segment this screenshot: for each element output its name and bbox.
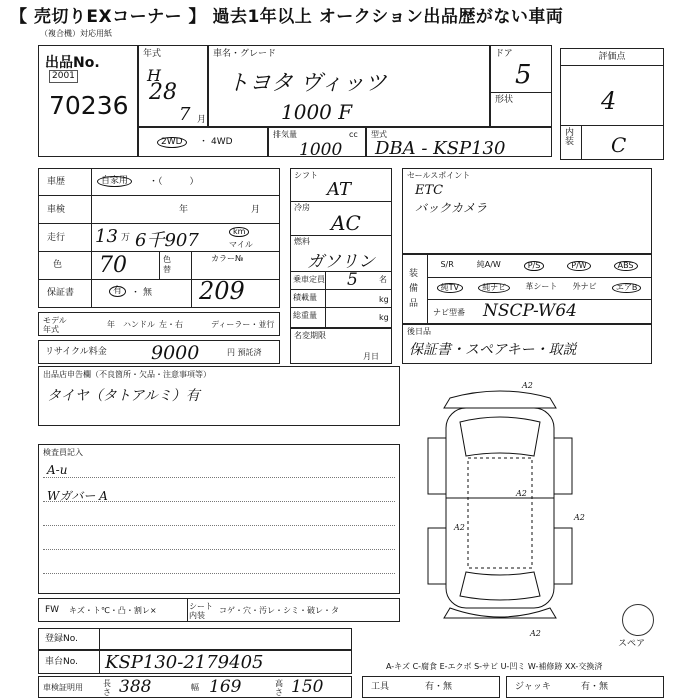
length-label: 長さ — [103, 679, 111, 697]
handle-opts: 左・右 — [159, 320, 183, 329]
condition-items2: コゲ・穴・汚レ・シミ・破レ・タ — [219, 606, 339, 615]
after-items-label: 後日品 — [407, 327, 431, 336]
load-label: 積載量 — [293, 293, 317, 302]
certificate-label: 車検証明用 — [43, 683, 83, 692]
weight-label: 総重量 — [293, 311, 317, 320]
history-label: 車歴 — [47, 177, 66, 187]
lot-label: 出品No. — [45, 55, 100, 71]
displacement-label: 排気量 — [273, 130, 297, 139]
color-change: 色替 — [163, 255, 171, 274]
registration-label: 登録No. — [45, 634, 78, 644]
inspection-month-unit: 月 — [251, 205, 261, 215]
sales-points-label: セールスポイント — [407, 171, 471, 180]
door-box — [490, 45, 552, 127]
history-value: 自家用 — [97, 176, 132, 187]
condition-fw: FW — [45, 605, 60, 615]
equipment-row-2 — [429, 283, 649, 293]
equipment-label: 装備品 — [409, 269, 419, 309]
spare-tire-icon — [622, 604, 654, 636]
handle-label: ハンドル — [123, 320, 155, 329]
type-value: DBA - KSP130 — [375, 138, 506, 159]
displacement-unit: cc — [349, 130, 358, 139]
inspector-box — [38, 444, 400, 594]
tools-box — [362, 676, 500, 698]
color-value: 70 — [99, 253, 127, 278]
year-value: 28 — [149, 80, 177, 105]
history-paren: ・（ ） — [149, 177, 199, 187]
after-items-box — [402, 324, 652, 364]
interior-value: C — [611, 133, 627, 157]
mileage-man: 13 — [95, 226, 118, 247]
damage-mark-right: A2 — [574, 513, 585, 522]
tools-label: 工具 — [371, 682, 390, 692]
jack-box — [506, 676, 664, 698]
tools-opts: 有・無 — [425, 682, 453, 692]
mileage-label: 走行 — [47, 233, 66, 243]
model-year-unit: 年 — [107, 320, 115, 329]
type-label: 型式 — [371, 130, 387, 139]
height-label: 高さ — [275, 679, 283, 697]
year-label: 年式 — [143, 49, 162, 59]
year-era: H — [147, 66, 161, 85]
capacity-unit: 名 — [379, 275, 387, 284]
after-items-value: 保証書・スペアキー・取説 — [409, 342, 577, 358]
sheet-subheader: （複合機）対応用紙 — [40, 29, 112, 38]
ac-value: AC — [331, 211, 361, 235]
mileage-rest: 6千907 — [135, 230, 199, 251]
month-value: 7 — [179, 104, 191, 125]
warranty-label: 保証書 — [47, 288, 75, 298]
capacity-value: 5 — [347, 270, 358, 290]
color-no-label: カラー№ — [211, 254, 244, 263]
inspector-label: 検査員記入 — [43, 448, 83, 457]
equipment-box — [402, 254, 652, 324]
equip-tv: 純TV — [437, 283, 463, 293]
equip-navi: 純ナビ — [478, 283, 510, 293]
damage-mark-rear: A2 — [530, 629, 541, 638]
score-value: 4 — [601, 87, 617, 115]
length-value: 388 — [119, 677, 152, 697]
model-year-label: モデル年式 — [43, 316, 67, 334]
height-value: 150 — [291, 677, 324, 697]
fuel-value: ガソリン — [307, 252, 375, 272]
mileage-unit: km — [229, 227, 249, 237]
model-label: 車名・グレード — [213, 49, 277, 59]
equip-abs: ABS — [614, 261, 638, 271]
history-block — [38, 168, 280, 308]
sales-point-1: ETC — [415, 183, 444, 198]
recycle-unit: 円 預託済 — [227, 348, 262, 357]
model-year-row — [38, 312, 280, 336]
type-box — [366, 127, 552, 157]
seller-notes-box — [38, 366, 400, 426]
color-no-value: 209 — [199, 277, 245, 305]
nav-model-label: ナビ型番 — [433, 308, 465, 317]
equipment-row-1 — [429, 261, 649, 271]
inspector-line-2: Wガバー A — [47, 489, 108, 503]
name-change-box — [290, 328, 392, 364]
lot-box — [38, 45, 138, 157]
displacement-box — [268, 127, 366, 160]
shift-value: AT — [327, 179, 352, 200]
doors-value: 5 — [515, 60, 532, 90]
year-box — [138, 45, 208, 127]
chassis-label: 車台No. — [45, 657, 78, 667]
load-unit: kg — [379, 295, 389, 304]
drive-2wd: 2WD — [157, 137, 187, 148]
damage-mark-left: A2 — [454, 523, 465, 532]
condition-row — [38, 598, 400, 622]
mid-block — [290, 168, 392, 328]
equip-aw: 純A/W — [476, 260, 501, 269]
sales-point-2: バックカメラ — [415, 201, 488, 215]
model-box — [208, 45, 490, 127]
doors-label: ドア — [495, 49, 513, 59]
warranty-no: 無 — [143, 288, 153, 298]
recycle-label: リサイクル料金 — [45, 347, 107, 357]
damage-mark-roof: A2 — [516, 489, 527, 498]
condition-seat: シート内装 — [189, 602, 213, 620]
equip-ext-navi: 外ナビ — [572, 282, 597, 291]
registration-row — [38, 628, 352, 650]
inspection-year-unit: 年 — [179, 205, 189, 215]
drive-4wd: 4WD — [211, 137, 233, 147]
shift-label: シフト — [294, 171, 318, 180]
certificate-row — [38, 676, 352, 698]
nav-model-value: NSCP-W64 — [483, 301, 577, 321]
score-box — [560, 48, 664, 160]
warranty-yes: 有 — [109, 286, 126, 297]
capacity-label: 乗車定員 — [293, 275, 325, 284]
jack-opts: 有・無 — [581, 682, 609, 692]
inspector-line-1: A-u — [47, 463, 68, 477]
chassis-value: KSP130-2179405 — [105, 652, 264, 673]
change-label: 名変期限 — [294, 331, 326, 340]
warranty-sep: ・ — [131, 288, 141, 298]
width-value: 169 — [209, 677, 242, 697]
jack-label: ジャッキ — [515, 682, 551, 692]
car-damage-diagram — [410, 378, 590, 640]
chassis-row — [38, 650, 352, 674]
score-label: 評価点 — [598, 52, 626, 62]
fuel-label: 燃料 — [294, 237, 310, 246]
displacement-value: 1000 — [299, 140, 343, 160]
inspection-label: 車検 — [47, 205, 66, 215]
equip-airbag: エアB — [612, 283, 642, 293]
drive-sep: ・ — [199, 137, 209, 147]
shape-label: 形状 — [495, 95, 514, 105]
width-label: 幅 — [191, 683, 199, 692]
ac-label: 冷房 — [294, 203, 310, 212]
sheet-title: 【 売切りEXコーナー 】 過去1年以上 オークション出品歴がない車両 — [10, 7, 564, 27]
weight-unit: kg — [379, 313, 389, 322]
damage-mark-front: A2 — [522, 381, 533, 390]
month-unit: 月 — [197, 115, 207, 125]
condition-items: キズ・ト℃・凸・割レ× — [69, 606, 157, 615]
recycle-row — [38, 340, 280, 364]
recycle-value: 9000 — [151, 342, 200, 364]
model-grade: 1000 F — [281, 100, 353, 124]
dealer-label: ディーラー・並行 — [211, 320, 275, 329]
damage-legend: A-キズ C-腐食 E-エクボ S-サビ U-凹ミ W-補修跡 XX-交換済 — [386, 662, 603, 671]
equip-pw: P/W — [567, 261, 590, 271]
mileage-alt: マイル — [229, 240, 253, 249]
lot-number: 70236 — [49, 91, 129, 120]
equip-sr: S/R — [440, 260, 454, 269]
seller-notes-label: 出品店申告欄（不良箇所・欠品・注意事項等） — [43, 370, 211, 379]
seller-notes-value: タイヤ（タトアルミ）有 — [47, 388, 200, 404]
interior-label: 内装 — [565, 128, 575, 147]
lot-sub: 2001 — [49, 70, 78, 83]
spare-label: スペア — [618, 639, 646, 649]
drive-box — [138, 127, 268, 157]
equip-ps: P/S — [524, 261, 545, 271]
color-label: 色 — [53, 260, 63, 270]
model-name: トヨタ ヴィッツ — [227, 71, 387, 96]
equip-leather: 革シート — [525, 282, 558, 291]
sales-points-box — [402, 168, 652, 254]
mileage-man-unit: 万 — [121, 233, 131, 243]
change-unit: 月日 — [363, 352, 379, 361]
